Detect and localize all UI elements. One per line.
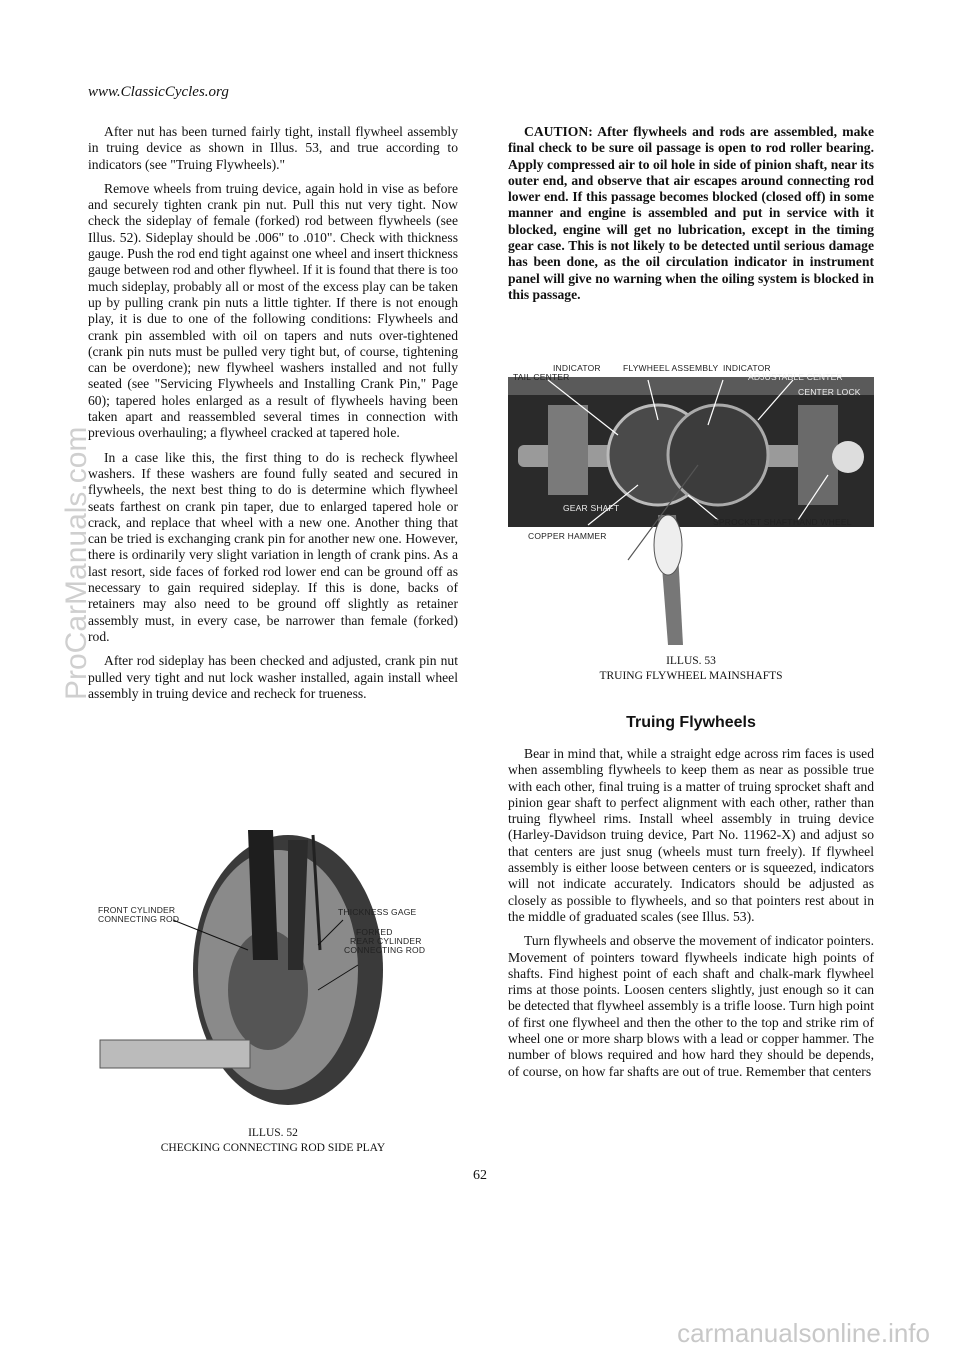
paragraph: Bear in mind that, while a straight edge across rim faces is used when assembling flywheels to keep them as near as possible true with each other, final truing is a matter of truing sprocket shaft and pinion gear shaft to perfect alignment with each other, rather than truing flywheel rims. Install wheel assembly in truing device (Harley-Davidson truing device, Part No. 11962-X) and adjust so that centers are just snug (wheels must turn freely). If flywheel assembly is either loose between centers or is squeezed, indicators will not indicate accurately. Indicators should be adjusted as closely as possible to flywheels, and so that pointers rest about in the middle of graduated scales (see Illus. 53). (508, 746, 874, 924)
label-flywheel-assembly: FLYWHEEL ASSEMBLY (623, 363, 719, 373)
caption-title: TRUING FLYWHEEL MAINSHAFTS (599, 670, 783, 682)
label-front-cylinder-rod: CONNECTING ROD (98, 914, 180, 924)
label-hand-wheel: HAND WHEEL (793, 517, 852, 527)
caption-number: ILLUS. 52 (248, 1127, 298, 1139)
label-indicator-left: INDICATOR (553, 363, 601, 373)
label-forked-connecting-rod: CONNECTING ROD (344, 945, 426, 955)
right-column (508, 124, 874, 311)
paragraph: In a case like this, the first thing to do is recheck flywheel washers. If these washers are found fully seated and secured in flywheels, the next best thing to do is determine which flywheel seats farthest on crank pin taper, due to enlarged tapered hole or crack, and replace that wheel with a new one. Another thing that can be tried is exchanging crank pin for another new one. However, there is ordinarily very slight variation in length of crank pins. As a last resort, side faces of forked rod lower end can be ground off as necessary to gain required sideplay. If this is done, backs of retainers may also need to be ground off slightly as retainer assembly must, in every case, be narrower than female (forked) rod. (88, 449, 458, 644)
section-title: Truing Flywheels (626, 714, 756, 731)
caption-title: CHECKING CONNECTING ROD SIDE PLAY (160, 1142, 386, 1154)
illus-53 (508, 345, 874, 645)
caption-number: ILLUS. 53 (666, 655, 716, 667)
label-indicator-right: INDICATOR (723, 363, 771, 373)
label-adjustable-center: ADJUSTABLE CENTER (748, 372, 843, 382)
label-tail-center: TAIL CENTER (513, 372, 570, 382)
caution-paragraph: CAUTION: After flywheels and rods are assembled, make final check to be sure oil passage is open to rod roller bearing. Apply compressed air to oil hole in side of pinion shaft, near its outer end, and observe that air escapes around connecting rod lower end. If this passage becomes blocked (closed off) in some manner and engine is assembled and put in service with it blocked, engine will get no lubrication, except in the timing gear case. This is not likely to be detected until serious damage has been done, as the oil circulation indicator in instrument panel will give no warning when the oiling system is blocked in this passage. (508, 124, 874, 302)
label-gear-shaft: GEAR SHAFT (563, 503, 620, 513)
bottom-watermark: carmanualsonline.info (677, 1318, 930, 1348)
paragraph: Remove wheels from truing device, again hold in vise as before and securely tighten crank pin nut. Pull this nut very tight. Now check the sideplay of female (forked) rod between flywheels (see Illus. 52). Sideplay should be .006" to .010". Check with thickness gauge. Push the rod end tight against one wheel and insert thickness gauge between rod and other flywheel. If it is found that there is too much sideplay, probably all or most of the excess play can be taken up by pulling crank pin nuts a little tighter. If there is not enough play, it is due to one of the following conditions: Flywheels and crank pin assembled with oil on tapers and nuts over-tightened (crank pin nuts must be pulled very tight but, of course, tightening can be overdone); new flywheel washers installed and not fully seated (see "Servicing Flywheels and Installing Crank Pin," Page 60); tapered holes enlarged as a result of flywheels having been taken apart and reassembled several times in connection with previous overhauling; a flywheel cracked at tapered hole. (88, 180, 458, 441)
illus-53-caption (508, 654, 874, 684)
label-forked: FORKED (356, 927, 393, 937)
left-column (88, 124, 458, 710)
label-front-cylinder: FRONT CYLINDER (98, 905, 176, 915)
illus-52-caption (88, 1126, 458, 1156)
label-sprocket-shaft: SPROCKET SHAFT (713, 517, 793, 527)
label-center-lock: CENTER LOCK (798, 387, 861, 397)
paragraph: Turn flywheels and observe the movement of indicator pointers. Movement of pointers toward flywheels indicate high points of shafts. Find highest point of each shaft and chalk-mark flywheel rims at those points. Loosen centers slightly, just enough so it can be detected that flywheel assembly is a trifle loose. Turn high point of first one flywheel and then the other to the top and strike rim of wheel one or more sharp blows with a lead or copper hammer. The number of blows required and how hard they should be depends, of course, on how far shafts are out of true. Remember that centers (508, 933, 874, 1079)
page-number: 62 (473, 1168, 487, 1183)
label-rear-cylinder: REAR CYLINDER (350, 936, 422, 946)
illus-52 (88, 820, 458, 1120)
site-url: www.ClassicCycles.org (88, 84, 229, 100)
paragraph: After rod sideplay has been checked and adjusted, crank pin nut pulled very tight and nut lock washer installed, again install wheel assembly in truing device and recheck for trueness. (88, 653, 458, 701)
right-column-lower (508, 746, 874, 1088)
label-thickness-gage: THICKNESS GAGE (338, 907, 417, 917)
paragraph: After nut has been turned fairly tight, install flywheel assembly in truing device as shown in Illus. 53, and true according to indicators (see "Truing Flywheels)." (88, 124, 458, 172)
rod-side-play-photo (88, 820, 458, 1120)
side-watermark: ProCarManuals.com (60, 426, 93, 700)
label-copper-hammer: COPPER HAMMER (528, 531, 607, 541)
